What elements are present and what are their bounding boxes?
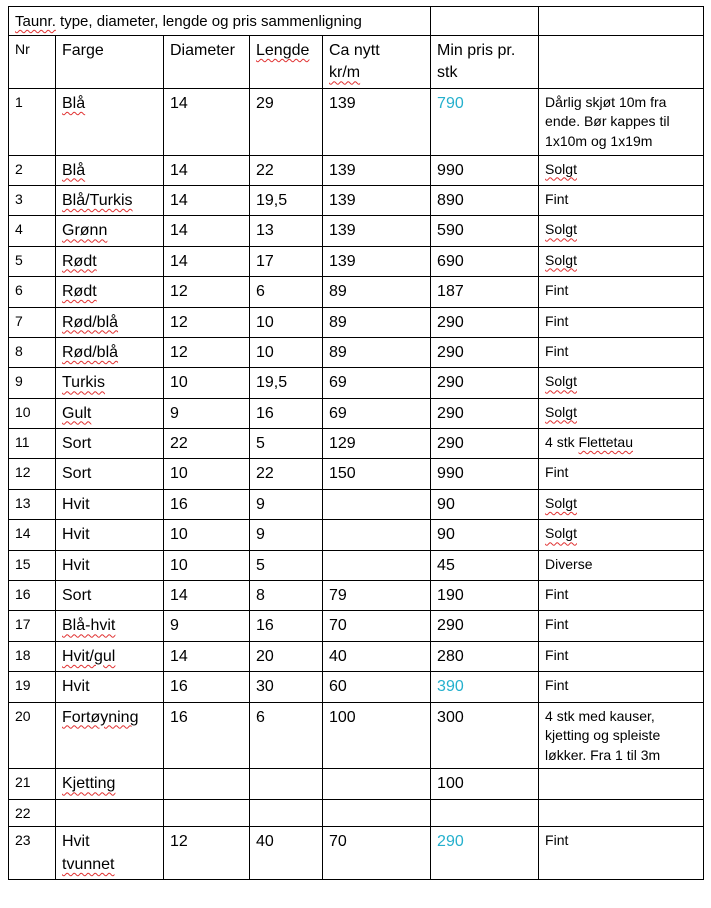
cell-notes bbox=[539, 581, 704, 611]
cell-farge bbox=[56, 550, 164, 580]
word: Ca nytt bbox=[329, 42, 380, 59]
cell-ca_nytt: 89 bbox=[323, 337, 431, 367]
cell-ca_nytt: 69 bbox=[323, 368, 431, 398]
cell-farge bbox=[56, 672, 164, 702]
cell-ca_nytt bbox=[323, 489, 431, 519]
cell-diameter: 14 bbox=[164, 246, 250, 276]
cell-nr: 2 bbox=[9, 155, 56, 185]
cell-nr: 4 bbox=[9, 216, 56, 246]
word: Dårlig skjøt 10m fra ende. Bør kappes til 1x10m og 1x19m bbox=[545, 93, 670, 149]
cell-diameter: 10 bbox=[164, 550, 250, 580]
cell-lengde: 5 bbox=[250, 550, 323, 580]
cell-diameter: 16 bbox=[164, 489, 250, 519]
cell-min_pris: 390 bbox=[431, 672, 539, 702]
cell-notes bbox=[539, 459, 704, 489]
cell-ca_nytt: 139 bbox=[323, 155, 431, 185]
cell-lengde bbox=[250, 799, 323, 827]
word: Hvit bbox=[62, 526, 90, 544]
cell-min_pris: 100 bbox=[431, 769, 539, 799]
misspelled-word: Blå bbox=[62, 94, 86, 112]
table-row-7 bbox=[9, 307, 704, 337]
table-row-6 bbox=[9, 277, 704, 307]
cell-notes bbox=[539, 702, 704, 769]
cell-ca_nytt: 129 bbox=[323, 429, 431, 459]
cell-diameter: 9 bbox=[164, 611, 250, 641]
cell-notes bbox=[539, 489, 704, 519]
cell-lengde bbox=[250, 769, 323, 799]
word: Nr bbox=[15, 41, 30, 57]
cell-notes bbox=[539, 337, 704, 367]
cell-min_pris: 45 bbox=[431, 550, 539, 580]
table-row-5 bbox=[9, 246, 704, 276]
misspelled-word: Solgt bbox=[545, 160, 577, 177]
cell-nr: 11 bbox=[9, 429, 56, 459]
cell-notes bbox=[539, 611, 704, 641]
table-row-9 bbox=[9, 368, 704, 398]
table-row-8 bbox=[9, 337, 704, 367]
cell-notes bbox=[539, 429, 704, 459]
cell-notes bbox=[539, 550, 704, 580]
cell-nr: 1 bbox=[9, 88, 56, 155]
cell-min_pris: 290 bbox=[431, 429, 539, 459]
cell-farge bbox=[56, 277, 164, 307]
word: Fint bbox=[545, 646, 569, 663]
misspelled-word: Blå/Turkis bbox=[62, 191, 133, 209]
cell-diameter: 14 bbox=[164, 185, 250, 215]
cell-farge bbox=[56, 769, 164, 799]
cell-min_pris: 890 bbox=[431, 185, 539, 215]
word: Fint bbox=[545, 282, 569, 299]
cell-lengde: 10 bbox=[250, 307, 323, 337]
cell-farge bbox=[56, 581, 164, 611]
cell-lengde: 30 bbox=[250, 672, 323, 702]
cell-diameter bbox=[164, 769, 250, 799]
cell-farge bbox=[56, 459, 164, 489]
word: Fint bbox=[545, 677, 569, 694]
cell-min_pris: 290 bbox=[431, 398, 539, 428]
cell-lengde: 8 bbox=[250, 581, 323, 611]
cell-min_pris: 790 bbox=[431, 88, 539, 155]
cell-notes bbox=[539, 368, 704, 398]
cell-notes bbox=[539, 88, 704, 155]
cell-notes bbox=[539, 155, 704, 185]
cell-diameter: 12 bbox=[164, 337, 250, 367]
cell-lengde: 6 bbox=[250, 277, 323, 307]
cell-ca_nytt: 100 bbox=[323, 702, 431, 769]
cell-min_pris: 187 bbox=[431, 277, 539, 307]
header-nr bbox=[9, 36, 56, 89]
cell-farge bbox=[56, 185, 164, 215]
cell-diameter: 10 bbox=[164, 368, 250, 398]
cell-notes bbox=[539, 799, 704, 827]
cell-min_pris: 280 bbox=[431, 641, 539, 671]
cell-diameter: 12 bbox=[164, 827, 250, 880]
cell-min_pris bbox=[431, 799, 539, 827]
cell-nr: 14 bbox=[9, 520, 56, 550]
word: Fint bbox=[545, 586, 569, 603]
header-diameter bbox=[164, 36, 250, 89]
word: Fint bbox=[545, 312, 569, 329]
cell-farge bbox=[56, 307, 164, 337]
cell-min_pris: 290 bbox=[431, 307, 539, 337]
misspelled-word: tvunnet bbox=[62, 855, 115, 873]
table-row-11 bbox=[9, 429, 704, 459]
cell-ca_nytt: 150 bbox=[323, 459, 431, 489]
cell-lengde: 6 bbox=[250, 702, 323, 769]
table-row-19 bbox=[9, 672, 704, 702]
header-row bbox=[9, 36, 704, 89]
header-farge bbox=[56, 36, 164, 89]
table-row-2 bbox=[9, 155, 704, 185]
table-row-21 bbox=[9, 769, 704, 799]
cell-lengde: 22 bbox=[250, 155, 323, 185]
cell-nr: 10 bbox=[9, 398, 56, 428]
cell-ca_nytt: 139 bbox=[323, 185, 431, 215]
word: Sort bbox=[62, 587, 92, 605]
misspelled-word: Rødt bbox=[62, 283, 97, 301]
cell-lengde: 29 bbox=[250, 88, 323, 155]
word: Diverse bbox=[545, 555, 593, 572]
cell-notes bbox=[539, 398, 704, 428]
cell-diameter: 14 bbox=[164, 581, 250, 611]
cell-diameter bbox=[164, 799, 250, 827]
cell-ca_nytt: 60 bbox=[323, 672, 431, 702]
cell-lengde: 10 bbox=[250, 337, 323, 367]
cell-notes bbox=[539, 246, 704, 276]
cell-farge bbox=[56, 398, 164, 428]
cell-diameter: 14 bbox=[164, 641, 250, 671]
cell-min_pris: 300 bbox=[431, 702, 539, 769]
misspelled-word: Solgt bbox=[545, 525, 577, 542]
cell-min_pris: 990 bbox=[431, 459, 539, 489]
cell-min_pris: 990 bbox=[431, 155, 539, 185]
word: Fint bbox=[545, 342, 569, 359]
cell-diameter: 14 bbox=[164, 216, 250, 246]
cell-farge bbox=[56, 799, 164, 827]
cell-nr: 21 bbox=[9, 769, 56, 799]
cell-diameter: 9 bbox=[164, 398, 250, 428]
misspelled-word: Flettetau bbox=[578, 434, 633, 451]
cell-farge bbox=[56, 489, 164, 519]
misspelled-word: Gult bbox=[62, 404, 92, 422]
cell-ca_nytt bbox=[323, 799, 431, 827]
cell-nr: 5 bbox=[9, 246, 56, 276]
cell-lengde: 16 bbox=[250, 611, 323, 641]
misspelled-word: Grønn bbox=[62, 222, 108, 240]
cell-diameter: 14 bbox=[164, 155, 250, 185]
misspelled-word: Solgt bbox=[545, 403, 577, 420]
cell-nr: 7 bbox=[9, 307, 56, 337]
table-row-12 bbox=[9, 459, 704, 489]
misspelled-word: Rød/blå bbox=[62, 313, 119, 331]
word: Diameter bbox=[170, 42, 235, 59]
misspelled-word: kr/m bbox=[329, 64, 361, 82]
cell-ca_nytt: 40 bbox=[323, 641, 431, 671]
cell-lengde: 9 bbox=[250, 489, 323, 519]
table-row-1 bbox=[9, 88, 704, 155]
table-row-16 bbox=[9, 581, 704, 611]
cell-min_pris: 190 bbox=[431, 581, 539, 611]
cell-ca_nytt: 69 bbox=[323, 398, 431, 428]
misspelled-word: Solgt bbox=[545, 373, 577, 390]
word: Hvit bbox=[62, 495, 90, 513]
cell-min_pris: 90 bbox=[431, 489, 539, 519]
header-notes bbox=[539, 36, 704, 89]
cell-lengde: 19,5 bbox=[250, 185, 323, 215]
cell-lengde: 13 bbox=[250, 216, 323, 246]
table-row-10 bbox=[9, 398, 704, 428]
word: Sort bbox=[62, 465, 92, 483]
cell-ca_nytt: 70 bbox=[323, 611, 431, 641]
word: Farge bbox=[62, 42, 104, 59]
cell-nr: 9 bbox=[9, 368, 56, 398]
table-row-3 bbox=[9, 185, 704, 215]
cell-ca_nytt bbox=[323, 520, 431, 550]
cell-min_pris: 590 bbox=[431, 216, 539, 246]
cell-ca_nytt: 89 bbox=[323, 277, 431, 307]
cell-min_pris: 290 bbox=[431, 368, 539, 398]
rope-price-comparison-table bbox=[8, 6, 704, 880]
word: Hvit bbox=[62, 556, 90, 574]
table-row-4 bbox=[9, 216, 704, 246]
cell-min_pris: 290 bbox=[431, 337, 539, 367]
header-min_pris bbox=[431, 36, 539, 89]
word: Fint bbox=[545, 832, 569, 849]
table-row-15 bbox=[9, 550, 704, 580]
table-row-20 bbox=[9, 702, 704, 769]
cell-ca_nytt: 139 bbox=[323, 246, 431, 276]
cell-notes bbox=[539, 307, 704, 337]
cell-nr: 3 bbox=[9, 185, 56, 215]
cell-nr: 18 bbox=[9, 641, 56, 671]
header-lengde bbox=[250, 36, 323, 89]
cell-nr: 20 bbox=[9, 702, 56, 769]
cell-ca_nytt: 79 bbox=[323, 581, 431, 611]
cell-farge bbox=[56, 702, 164, 769]
cell-farge bbox=[56, 216, 164, 246]
cell-ca_nytt: 89 bbox=[323, 307, 431, 337]
cell-nr: 16 bbox=[9, 581, 56, 611]
misspelled-word: Rød/blå bbox=[62, 343, 119, 361]
cell-lengde: 16 bbox=[250, 398, 323, 428]
cell-nr: 19 bbox=[9, 672, 56, 702]
word: Sort bbox=[62, 435, 92, 453]
cell-nr: 22 bbox=[9, 799, 56, 827]
misspelled-word: Blå bbox=[62, 161, 86, 179]
cell-farge bbox=[56, 337, 164, 367]
word: type, diameter, lengde og pris sammenligning bbox=[55, 13, 362, 30]
cell-lengde: 17 bbox=[250, 246, 323, 276]
title-empty-cell bbox=[539, 7, 704, 36]
cell-farge bbox=[56, 827, 164, 880]
table-title bbox=[9, 7, 431, 36]
cell-nr: 12 bbox=[9, 459, 56, 489]
cell-diameter: 10 bbox=[164, 520, 250, 550]
misspelled-word: Fortøyning bbox=[62, 708, 139, 726]
table-row-13 bbox=[9, 489, 704, 519]
cell-farge bbox=[56, 429, 164, 459]
title-row bbox=[9, 7, 704, 36]
cell-ca_nytt bbox=[323, 769, 431, 799]
cell-lengde: 19,5 bbox=[250, 368, 323, 398]
cell-min_pris: 290 bbox=[431, 611, 539, 641]
table-row-22 bbox=[9, 799, 704, 827]
table-body bbox=[9, 7, 704, 880]
cell-lengde: 22 bbox=[250, 459, 323, 489]
cell-notes bbox=[539, 641, 704, 671]
header-ca_nytt bbox=[323, 36, 431, 89]
misspelled-word: Turkis bbox=[62, 374, 105, 392]
cell-diameter: 10 bbox=[164, 459, 250, 489]
cell-ca_nytt: 139 bbox=[323, 216, 431, 246]
misspelled-word: Blå-hvit bbox=[62, 617, 116, 635]
word: Fint bbox=[545, 190, 569, 207]
cell-ca_nytt: 70 bbox=[323, 827, 431, 880]
table-row-14 bbox=[9, 520, 704, 550]
cell-lengde: 5 bbox=[250, 429, 323, 459]
cell-diameter: 16 bbox=[164, 702, 250, 769]
misspelled-word: Solgt bbox=[545, 251, 577, 268]
word: Hvit bbox=[62, 678, 90, 696]
cell-ca_nytt bbox=[323, 550, 431, 580]
cell-nr: 23 bbox=[9, 827, 56, 880]
word: 4 stk med kauser, kjetting og spleiste løkker. Fra 1 til 3m bbox=[545, 707, 661, 763]
misspelled-word: Hvit/gul bbox=[62, 647, 116, 665]
table-row-17 bbox=[9, 611, 704, 641]
cell-farge bbox=[56, 611, 164, 641]
cell-nr: 6 bbox=[9, 277, 56, 307]
word: Min pris pr. stk bbox=[437, 42, 516, 82]
table-row-23 bbox=[9, 827, 704, 880]
misspelled-word: Solgt bbox=[545, 494, 577, 511]
cell-farge bbox=[56, 88, 164, 155]
cell-ca_nytt: 139 bbox=[323, 88, 431, 155]
cell-notes bbox=[539, 520, 704, 550]
title-empty-cell bbox=[431, 7, 539, 36]
cell-notes bbox=[539, 277, 704, 307]
cell-lengde: 20 bbox=[250, 641, 323, 671]
misspelled-word: Taunr. bbox=[15, 13, 56, 30]
misspelled-word: Rødt bbox=[62, 252, 97, 270]
misspelled-word: Solgt bbox=[545, 221, 577, 238]
cell-notes bbox=[539, 672, 704, 702]
cell-farge bbox=[56, 641, 164, 671]
cell-farge bbox=[56, 246, 164, 276]
cell-nr: 8 bbox=[9, 337, 56, 367]
cell-diameter: 12 bbox=[164, 307, 250, 337]
cell-lengde: 40 bbox=[250, 827, 323, 880]
cell-notes bbox=[539, 769, 704, 799]
cell-notes bbox=[539, 185, 704, 215]
word: 4 stk bbox=[545, 434, 579, 451]
cell-diameter: 12 bbox=[164, 277, 250, 307]
cell-min_pris: 90 bbox=[431, 520, 539, 550]
misspelled-word: Lengde bbox=[256, 42, 310, 59]
cell-nr: 17 bbox=[9, 611, 56, 641]
word: Hvit bbox=[62, 833, 90, 851]
cell-farge bbox=[56, 520, 164, 550]
word: Fint bbox=[545, 616, 569, 633]
cell-notes bbox=[539, 827, 704, 880]
cell-notes bbox=[539, 216, 704, 246]
cell-min_pris: 290 bbox=[431, 827, 539, 880]
cell-lengde: 9 bbox=[250, 520, 323, 550]
word: Fint bbox=[545, 464, 569, 481]
cell-diameter: 22 bbox=[164, 429, 250, 459]
cell-nr: 13 bbox=[9, 489, 56, 519]
cell-nr: 15 bbox=[9, 550, 56, 580]
table-row-18 bbox=[9, 641, 704, 671]
cell-diameter: 14 bbox=[164, 88, 250, 155]
misspelled-word: Kjetting bbox=[62, 775, 116, 793]
cell-min_pris: 690 bbox=[431, 246, 539, 276]
cell-farge bbox=[56, 368, 164, 398]
cell-diameter: 16 bbox=[164, 672, 250, 702]
cell-farge bbox=[56, 155, 164, 185]
